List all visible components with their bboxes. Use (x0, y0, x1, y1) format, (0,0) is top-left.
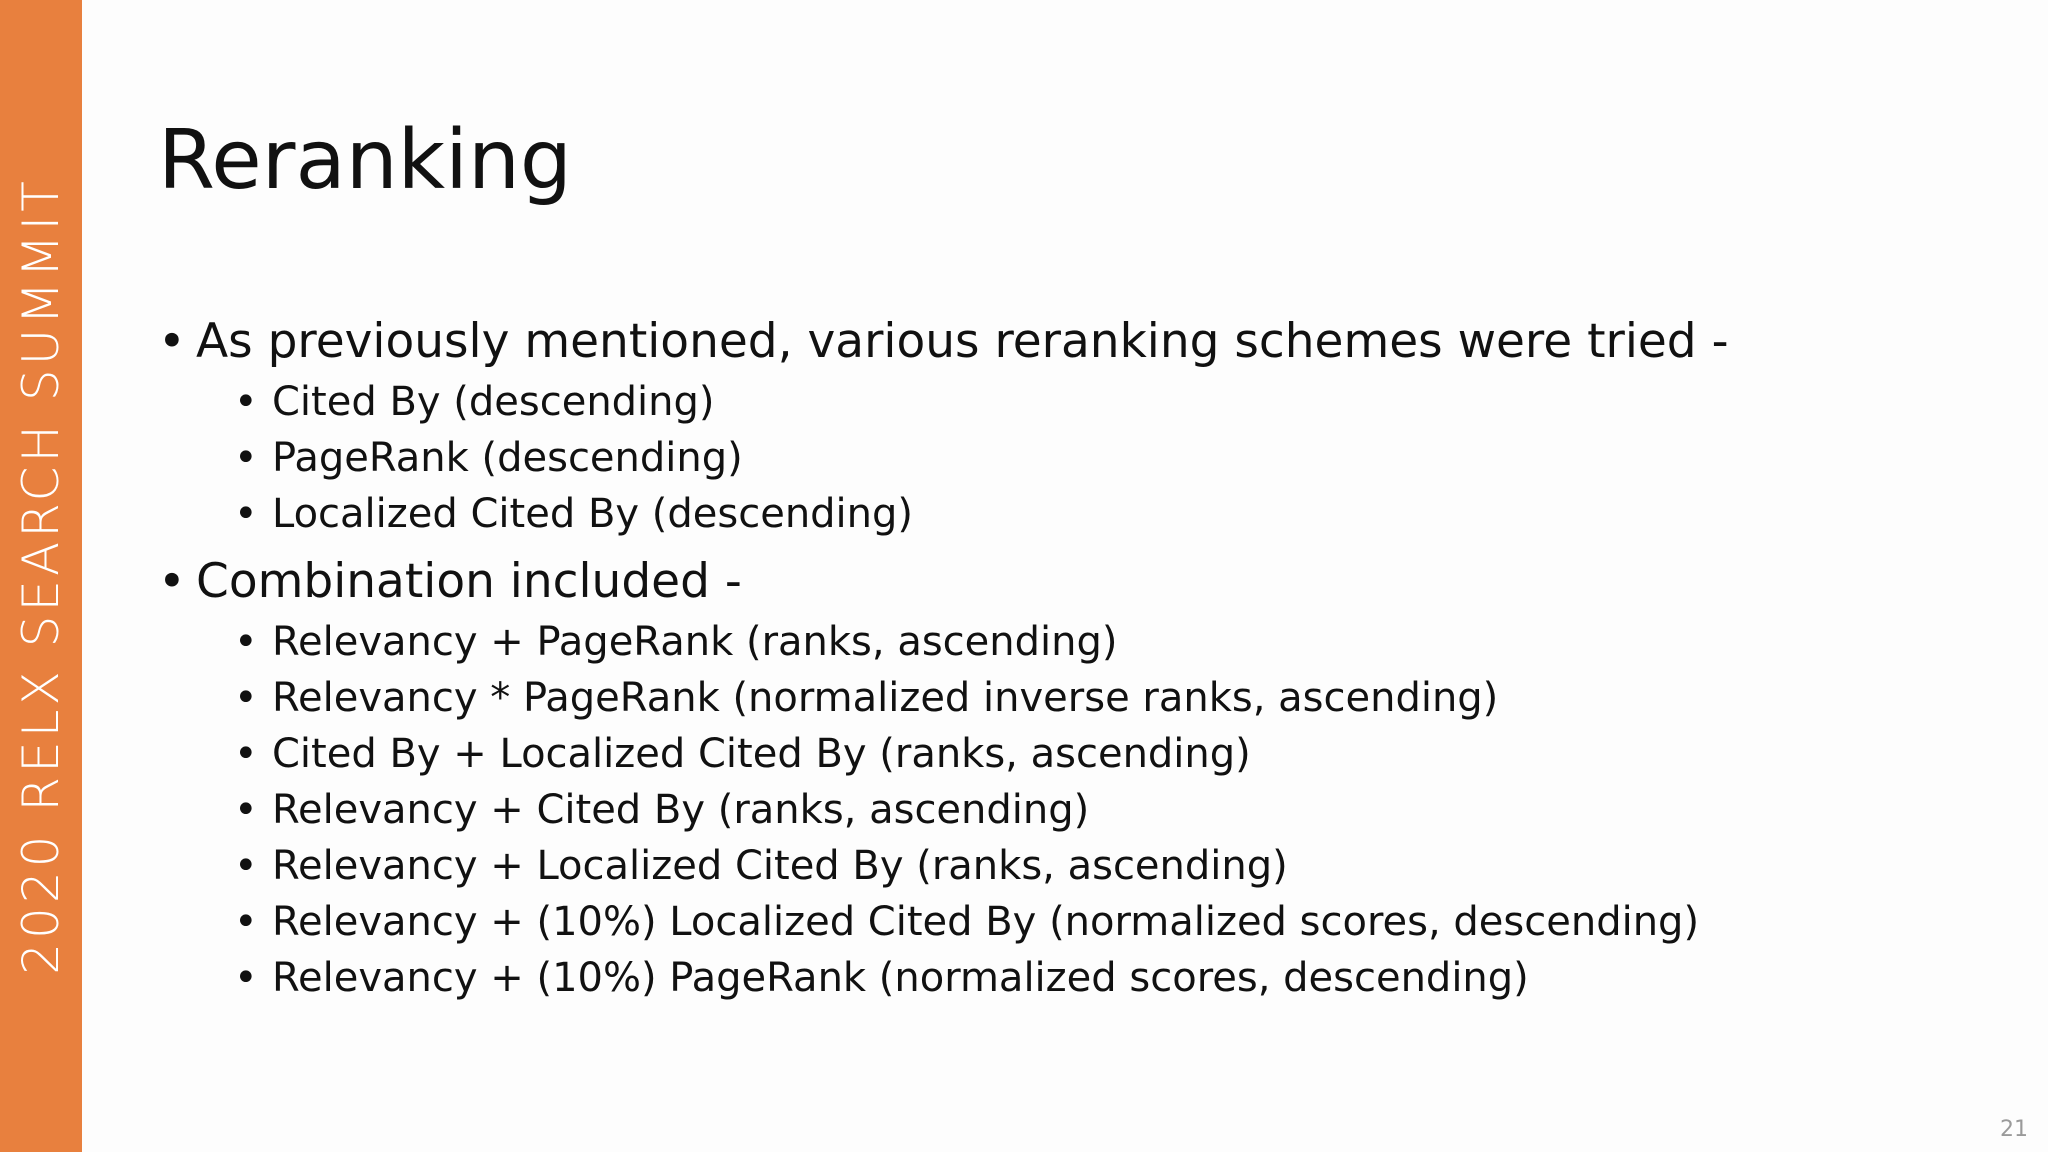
slide-title: Reranking (158, 113, 572, 208)
sub-bullet-item: • Relevancy + Localized Cited By (ranks, ascending) (158, 838, 1978, 894)
bullet-item: • Combination included - (158, 550, 1978, 614)
sidebar-banner (0, 0, 82, 1152)
sub-bullet-item: • Relevancy + PageRank (ranks, ascending) (158, 614, 1978, 670)
sub-bullet-item: • Relevancy + (10%) Localized Cited By (normalized scores, descending) (158, 894, 1978, 950)
event-logo-text: 2020 RELX SEARCH SUMMIT (12, 177, 70, 975)
sub-bullet-item: • Relevancy + Cited By (ranks, ascending) (158, 782, 1978, 838)
sub-bullet-item: • Cited By + Localized Cited By (ranks, ascending) (158, 726, 1978, 782)
sub-bullet-item: • PageRank (descending) (158, 430, 1978, 486)
page-number: 21 (2000, 1117, 2028, 1142)
bullet-list (158, 310, 1978, 1006)
sub-bullet-item: • Cited By (descending) (158, 374, 1978, 430)
sub-bullet-item: • Localized Cited By (descending) (158, 486, 1978, 542)
sub-bullet-item: • Relevancy * PageRank (normalized inverse ranks, ascending) (158, 670, 1978, 726)
sub-bullet-item: • Relevancy + (10%) PageRank (normalized scores, descending) (158, 950, 1978, 1006)
bullet-item: • As previously mentioned, various reranking schemes were tried - (158, 310, 1978, 374)
